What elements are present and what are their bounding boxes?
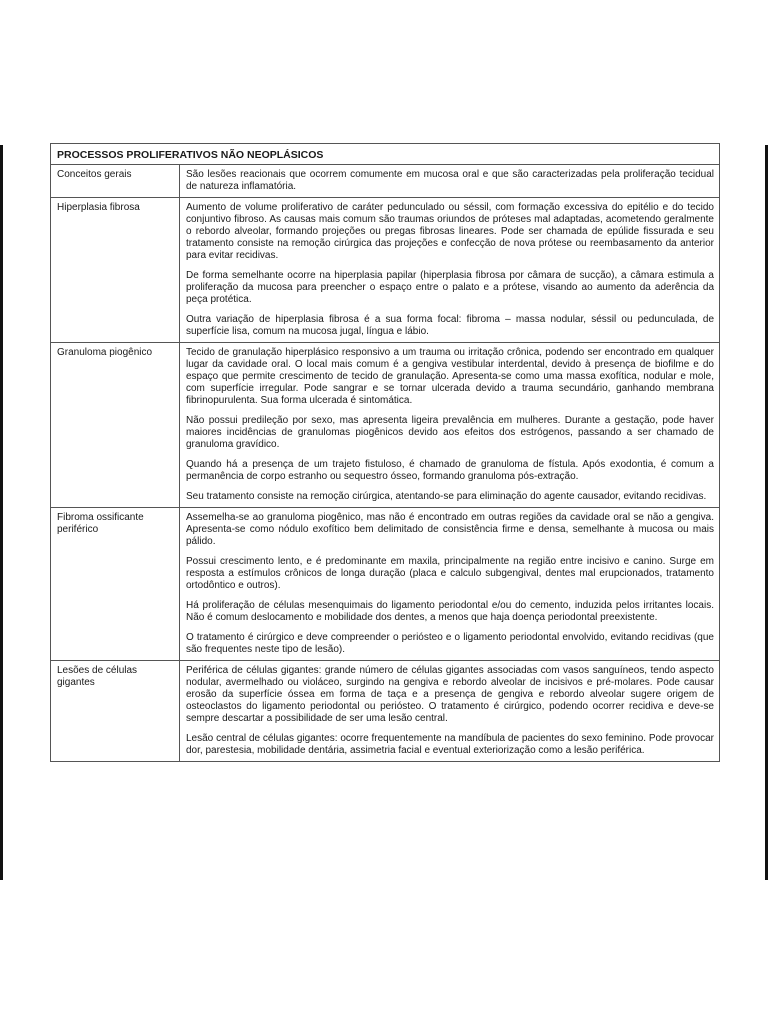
row-content [180,508,720,661]
row-label: Conceitos gerais [51,165,180,198]
paragraph: Assemelha-se ao granuloma piogênico, mas não é encontrado em outras regiões da cavidade oral se não a gengiva. Apresenta-se como nódulo exofítico bem delimitado de consistência firme e densa, semelhante à mucosa ou mais pálido. [186,512,714,547]
paragraph: Aumento de volume proliferativo de caráter pedunculado ou séssil, com formação excessiva do epitélio e do tecido conjuntivo fibroso. As causas mais comum são traumas oriundos de próteses mal adaptadas, acometendo geralmente o rebordo alveolar, formando projeções ou pregas fibrosas lineares. Pode ser chamada de epúlide fissurada e seu tratamento consiste na remoção cirúrgica das projeções e confecção de nova prótese ou reembasamento da anterior para evitar recidivas. [186,202,714,261]
paragraph: Outra variação de hiperplasia fibrosa é a sua forma focal: fibroma – massa nodular, séssil ou pedunculada, de superfície lisa, comum na mucosa jugal, língua e lábio. [186,314,714,337]
paragraph: Há proliferação de células mesenquimais do ligamento periodontal e/ou do cemento, induzida pelos irritantes locais. Não é comum deslocamento e mobilidade dos dentes, a menos que haja doença periodontal preexistente. [186,600,714,623]
paragraph: Não possui predileção por sexo, mas apresenta ligeira prevalência em mulheres. Durante a gestação, pode haver maiores incidências de granulomas piogênicos devido aos efeitos dos estrógenos, passando a ser chamado de granuloma gravídico. [186,415,714,450]
paragraph: Lesão central de células gigantes: ocorre frequentemente na mandíbula de pacientes do sexo feminino. Pode provocar dor, parestesia, mobilidade dentária, assimetria facial e eventual exteriorização como a lesão periférica. [186,733,714,756]
row-label: Granuloma piogênico [51,343,180,508]
paragraph: Periférica de células gigantes: grande número de células gigantes associadas com vasos sanguíneos, tendo aspecto nodular, avermelhado ou violáceo, surgindo na gengiva e rebordo alveolar de incisivos e pré-molares. Pode causar erosão da superfície óssea em forma de taça e a presença de gengiva e rebordo alveolar sugere origem de osteoclastos do ligamento periodontal ou periósteo. O tratamento é cirúrgico, podendo ocorrer recidiva e deve-se sempre descartar a possibilidade de ser uma lesão central. [186,665,714,724]
paragraph: Seu tratamento consiste na remoção cirúrgica, atentando-se para eliminação do agente causador, evitando recidivas. [186,491,707,502]
paragraph: São lesões reacionais que ocorrem comumente em mucosa oral e que são caracterizadas pela proliferação tecidual de natureza inflamatória. [186,169,714,192]
paragraph: O tratamento é cirúrgico e deve compreender o periósteo e o ligamento periodontal envolvido, evitando recidivas (que são frequentes neste tipo de lesão). [186,632,714,655]
table-row [51,165,720,198]
table-title: PROCESSOS PROLIFERATIVOS NÃO NEOPLÁSICOS [51,144,720,165]
row-content [180,343,720,508]
paragraph: Possui crescimento lento, e é predominante em maxila, principalmente na região entre incisivo e canino. Surge em resposta a estímulos crônicos de longa duração (placa e calculo subgengival, dentes mal erupcionados, tratamento ortodôntico e outros). [186,556,714,591]
row-content [180,198,720,343]
table-row [51,661,720,762]
table-row [51,508,720,661]
row-label: Hiperplasia fibrosa [51,198,180,343]
row-content [180,661,720,762]
row-label: Lesões de células gigantes [51,661,180,762]
paragraph: Tecido de granulação hiperplásico responsivo a um trauma ou irritação crônica, podendo ser encontrado em qualquer lugar da cavidade oral. O local mais comum é a gengiva vestibular interdental, devido à presença de biofilme e do espaço que permite crescimento de tecido de granulação. Apresenta-se como uma massa exofítica, nodular e mole, com superfície irregular. Pode sangrar e se tornar ulcerada devido a trauma secundário, ganhando membrana fibrinopurulenta. Sua forma ulcerada é sintomática. [186,347,714,406]
paragraph: Quando há a presença de um trajeto fistuloso, é chamado de granuloma de fístula. Após exodontia, é comum a permanência de corpo estranho ou sequestro ósseo, formando granuloma pós-extração. [186,459,714,482]
table-header-row [51,144,720,165]
paragraph: De forma semelhante ocorre na hiperplasia papilar (hiperplasia fibrosa por câmara de sucção), a câmara estimula a proliferação da mucosa para preencher o espaço entre o palato e a prótese, visando ao aumento da aderência da peça protética. [186,270,714,305]
content-table [50,143,720,762]
left-page-edge [0,145,3,880]
table-row [51,343,720,508]
row-content [180,165,720,198]
table-row [51,198,720,343]
row-label: Fibroma ossificante periférico [51,508,180,661]
